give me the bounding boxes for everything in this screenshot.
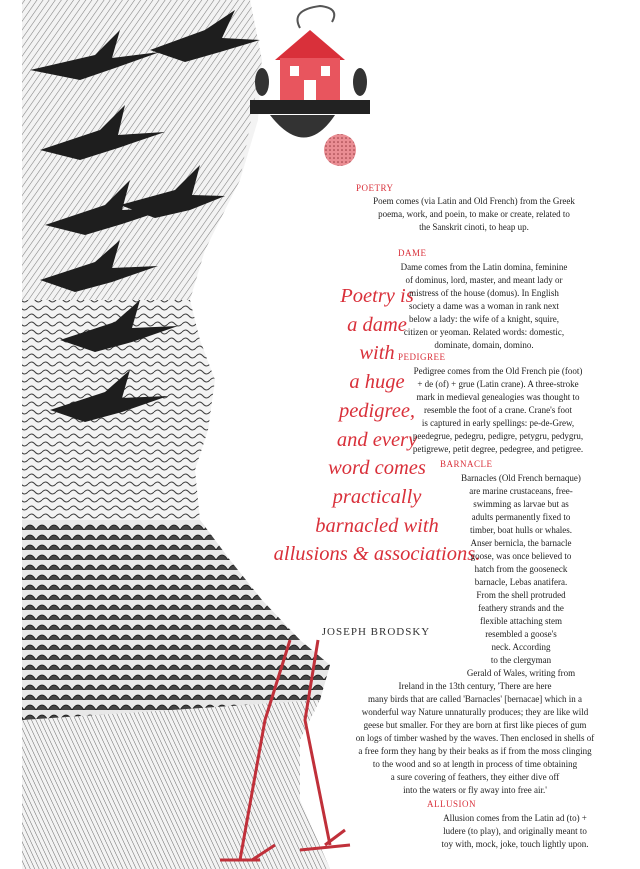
entry-line: Barnacles (Old French bernaque): [461, 473, 581, 483]
ground: [22, 700, 330, 869]
heading-poetry: POETRY: [356, 183, 394, 193]
quote-line: word comes: [328, 457, 426, 480]
house-island: [250, 6, 370, 166]
entry-line: a sure covering of feathers, they either dive off: [390, 772, 560, 782]
entry-line: into the waters or fly away into free air.': [403, 785, 547, 795]
quote-line: a huge: [349, 371, 405, 394]
entry-line: Allusion comes from the Latin ad (to) +: [443, 813, 587, 823]
entry-line: to the clergyman: [490, 655, 552, 665]
entry-line: toy with, mock, joke, touch lightly upon.: [441, 839, 589, 849]
entry-allusion: [410, 812, 620, 851]
entry-line: ludere (to play), and originally meant to: [443, 826, 587, 836]
entry-line: the Sanskrit cinoti, to heap up.: [419, 222, 529, 232]
entry-line: Ireland in the 13th century, 'There are here: [398, 681, 552, 691]
entry-line: on logs of timber washed by the waves. Then enclosed in shells of: [355, 733, 595, 743]
quote-line: pedigree,: [338, 399, 416, 422]
entry-line: to the wood and so at length in process of time obtaining: [372, 759, 578, 769]
entry-line: From the shell protruded: [476, 590, 566, 600]
entry-line: Pedigree comes from the Old French pie (foot): [413, 366, 583, 376]
quote-line: allusions & associations.: [273, 543, 481, 566]
entry-line: society a dame was a woman in rank next: [409, 301, 559, 311]
entry-line: dominate, domain, domino.: [434, 340, 534, 350]
entry-line: petigrewe, petit degree, pedegree, and petigree.: [412, 444, 584, 454]
entry-line: Anser bernicla, the barnacle: [470, 538, 572, 548]
entry-line: barnacle, Lebas anatifera.: [474, 577, 568, 587]
entry-line: Gerald of Wales, writing from: [466, 668, 576, 678]
entry-line: hatch from the gooseneck: [474, 564, 568, 574]
entry-line: Poem comes (via Latin and Old French) from the Greek: [373, 196, 575, 206]
entry-barnacle-top: [436, 472, 606, 680]
quote-line: a dame: [347, 313, 407, 336]
heading-barnacle: BARNACLE: [440, 459, 493, 469]
entry-line: is captured in early spellings: pe-de-Grew,: [421, 418, 575, 428]
entry-line: below a lady: the wife of a knight, squire,: [409, 314, 559, 324]
quote-line: practically: [332, 485, 422, 508]
entry-line: adults permanently fixed to: [471, 512, 571, 522]
entry-line: mark in medieval genealogies was thought to: [416, 392, 580, 402]
entry-line: citizen or yeoman. Related words: domestic,: [403, 327, 565, 337]
entry-line: feathery strands and the: [478, 603, 564, 613]
entry-line: flexible attaching stem: [480, 616, 562, 626]
entry-line: wonderful way Nature unnaturally produces; they are like wild: [361, 707, 589, 717]
entry-dame: [378, 261, 590, 352]
entry-line: a free form they hang by their beaks as if from the moss clinging: [358, 746, 592, 756]
entry-line: + de (of) + grue (Latin crane). A three-stroke: [417, 379, 579, 389]
entry-line: geese but smaller. For they are born at first like pieces of gum: [363, 720, 587, 730]
entry-pedigree: [388, 365, 608, 456]
quote-line: with: [359, 342, 395, 365]
quote-author: JOSEPH BRODSKY: [321, 626, 431, 638]
entry-line: goose, was once believed to: [470, 551, 572, 561]
quote-line: and every: [336, 428, 418, 451]
entry-line: poema, work, and poein, to make or create, related to: [378, 209, 570, 219]
entry-line: timber, boat hulls or whales.: [469, 525, 573, 535]
quote-line: Poetry is: [340, 285, 414, 307]
heading-dame: DAME: [398, 248, 427, 258]
entry-line: resemble the foot of a crane. Crane's foot: [423, 405, 573, 415]
heading-allusion: ALLUSION: [427, 799, 476, 809]
quote-line: barnacled with: [315, 514, 439, 537]
heading-pedigree: PEDIGREE: [398, 352, 446, 362]
entry-line: peedegrue, pedegru, pedigre, petygru, pedygru,: [412, 431, 584, 441]
entry-line: of dominus, lord, master, and meant lady or: [405, 275, 563, 285]
entry-line: mistress of the house (domus). In English: [409, 288, 559, 298]
entry-line: are marine crustaceans, free-: [469, 486, 573, 496]
entry-line: neck. According: [491, 642, 551, 652]
entry-line: many birds that are called 'Barnacles' [bernacae] which in a: [368, 694, 582, 704]
entry-barnacle-bottom: [330, 680, 620, 797]
entry-line: resembled a goose's: [485, 629, 557, 639]
entry-line: swimming as larvae but as: [473, 499, 569, 509]
entry-line: Dame comes from the Latin domina, feminine: [400, 262, 568, 272]
entry-poetry: [345, 195, 603, 234]
